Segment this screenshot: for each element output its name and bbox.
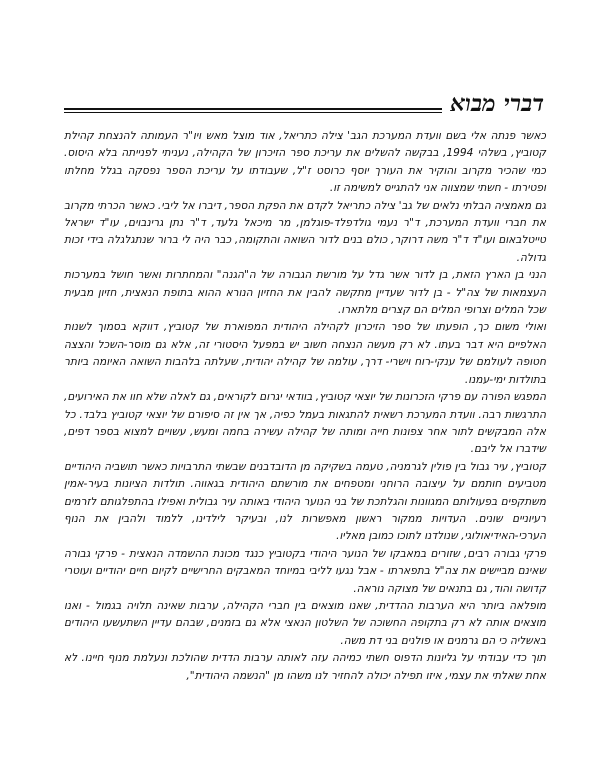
paragraph: כאשר פנתה אלי בשם וועדת המערכת הגב' צילה כתריאל, אוד מוצל מאש ויו"ר העמותה להנצחת קהילת קטוביץ, בשלהי 1994, בבקשה להשלים את עריכת ספר הזיכרון של הקהילה, נעניתי לפנייתה בלא היסוס. כמי שהכיר מקרוב והוקיר את העורך יוסף כרוסט ז"ל, שעבודתו על עריכת הספר נפסקה בגלל מחלתו ופטירתו - חשתי שמצווה אני להתגייס למשימה זו. [64, 130, 546, 195]
paragraph: גם מאמציה הבלתי נלאים של גב' צילה כתריאל לקדם את הפקת הספר, דיברו אל ליבי. כאשר הכרתי מקרוב את חברי וועדת המערכת, ד"ר נעמי גולדפלד-פוגלמן, מר מיכאל גלעד, ד"ר נתן גרינבוים, עו"ד ישראל טייטלבאום ועו"ד ד"ר משה דרוקר, כולם בנים לדור השואה והתקומה, כבר היה לי ברור שנתגלגלה בידי זכות גדולה. [64, 199, 546, 264]
paragraph: קטוביץ, עיר גבול בין פולין לגרמניה, טעמה בשקיקה מן הדובדבנים שבשתי התרבויות כאשר תושביה היהודיים מטביעים חותמם על עיצובה הרוחני ומטפחים את מורשתם היהודית בגאווה. תולדות הציונות בעיר-אמין משתקפים בפעולותם המגוונות והגלתכת של בני הנוער היהודי באותה עיר גבולית ואפילו בהתפלגותם לזרמים רעיוניים שונים. העדויות ממקור ראשון מאפשרות לנו, ובעיקר לילדינו, ללמוד ולהבין את הנוף הערכי-האידיאולוגי, שנולדנו לתוכו כמובן מאליו. [64, 460, 546, 543]
paragraph: המפגש הפורה עם פרקי הזכרונות של יוצאי קטוביץ, בוודאי יגרום לקוראים, גם לאלה שלא חוו את האירועים, התרגשות רבה. וועדת המערכת רשאית להתגאות בעמל כפיה, אך אין זה סיפורם של יוצאי קטוביץ בלבד. כל אלה המבקשים לתור אחר צפונות חייה ומותה של קהילה עשירה בחמה ומעש, עשויים למצוא בספר דפים, שידברו אל ליבם. [64, 391, 546, 456]
section-header [64, 92, 546, 116]
paragraph: הנני בן הארץ הזאת, בן לדור אשר גדל על מורשת הגבורה של ה"הגנה" והמחתרות ואשר חושל במערכות העצמאות של צה"ל - בן לדור שעדיין מתקשה להבין את החזיון הנורא ההוא בתופת הנאצית, חזיון מבעית שכל המלים וצרופי המלים הם קצרים מלתארו. [64, 269, 546, 317]
paragraph: מופלאה ביותר היא הערבות ההדדית, שאנו מוצאים בין חברי הקהילה, ערבות שאינה תלויה בגמול - ואנו מוצאים אותה לא רק בתקופה החשוכה של השלטון הנאצי אלא גם בזמנים, שבהם עדיין השתעשעו היהודים באשליה כי הם גרמנים או פולנים בני דת משה. [64, 599, 546, 647]
paragraph: תוך כדי עבודתי על גליונות הדפוס חשתי כמיהה עזה לאותה ערבות הדדית שהולכת ונעלמת מנוף חיינו. לא אחת שאלתי את עצמי, איזו תפילה יכולה להחזיר לנו משהו מן "הנשמה היהודית", [64, 652, 546, 682]
paragraph: ואולי משום כך, הופעתו של ספר הזיכרון לקהילה היהודית המפוארת של קטוביץ, דווקא בסמוך לשנות האלפיים היא דבר בעתו. לא רק מעשה הנצחה חשוב יש במפעל היסטורי זה, אלא גם מוסר-השכל והצצה חטופה לעולמם של ענקי-רוח וישרי- דרך, עולמה של קהילה יהודית, שעלתה בלהבות השואה האיומה ביותר בתולדות ימי-עמנו. [64, 321, 546, 386]
title-rule [64, 108, 442, 113]
page-title: דברי מבוא [450, 90, 544, 117]
body-text [64, 128, 546, 685]
paragraph: פרקי גבורה רבים, שזורים במאבקו של הנוער היהודי בקטוביץ כנגד מכונת ההשמדה הנאצית - פרקי גבורה שאינם מביישים את צה"ל בתפארתו - אבל נגעו לליבי במיוחד המאבקים החרישיים לקיום חיים יהודיים ועוטרי קדושה והוד, גם בתנאים של מצוקה נוראה. [64, 547, 546, 595]
